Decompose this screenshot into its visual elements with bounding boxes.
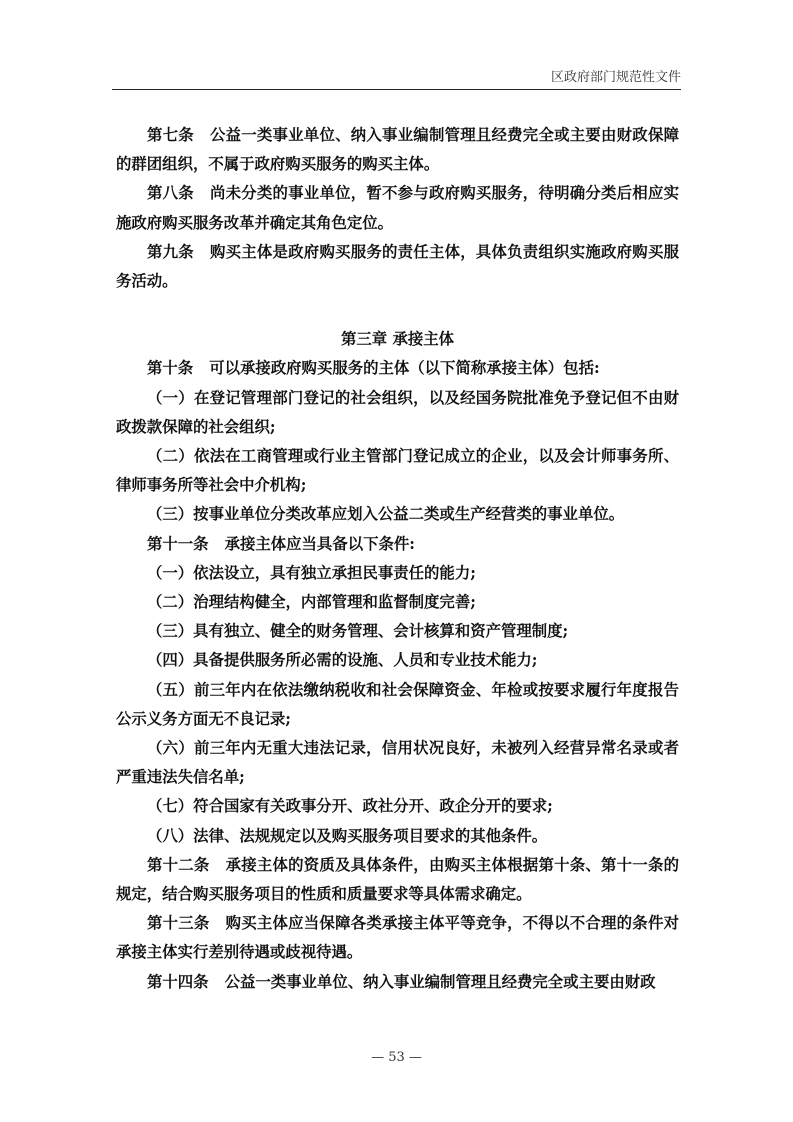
article-8 <box>116 179 679 237</box>
article-text: 公益一类事业单位、纳入事业编制管理且经费完全或主要由财政保障的群团组织，不属于政府购买服务的购买主体。 <box>116 126 679 174</box>
document-body <box>116 121 679 997</box>
list-item: （八）法律、法规规定以及购买服务项目要求的其他条件。 <box>147 826 548 845</box>
list-item: （三）具有独立、健全的财务管理、会计核算和资产管理制度; <box>147 622 569 641</box>
article-text: 承接主体应当具备以下条件: <box>224 534 415 553</box>
article-12 <box>116 851 679 909</box>
list-item: （五）前三年内在依法缴纳税收和社会保障资金、年检或按要求履行年度报告公示义务方面无不良记录; <box>116 680 679 728</box>
header-divider <box>112 89 681 90</box>
article-label: 第七条 <box>147 126 194 144</box>
article-label: 第十三条 <box>147 914 210 933</box>
article-label: 第十条 <box>147 359 194 378</box>
list-item: （二）依法在工商管理或行业主管部门登记成立的企业，以及会计师事务所、律师事务所等社会中介机构; <box>116 447 679 495</box>
article-label: 第九条 <box>147 242 194 261</box>
article-text: 公益一类事业单位、纳入事业编制管理且经费完全或主要由财政 <box>224 972 656 991</box>
article-label: 第十一条 <box>147 534 209 553</box>
article-text: 承接主体的资质及具体条件，由购买主体根据第十条、第十一条的规定，结合购买服务项目的性质和质量要求等具体需求确定。 <box>116 855 679 904</box>
article-text: 购买主体应当保障各类承接主体平等竞争，不得以不合理的条件对承接主体实行差别待遇或歧视待遇。 <box>116 914 679 962</box>
article-label: 第十二条 <box>147 855 210 874</box>
article-14 <box>116 968 679 997</box>
article-text: 购买主体是政府购买服务的责任主体，具体负责组织实施政府购买服务活动。 <box>116 242 679 291</box>
list-item: （三）按事业单位分类改革应划入公益二类或生产经营类的事业单位。 <box>147 505 625 524</box>
chapter-heading: 第三章 承接主体 <box>340 330 455 349</box>
list-item: （一）依法设立，具有独立承担民事责任的能力; <box>147 563 476 582</box>
article-text: 尚未分类的事业单位，暂不参与政府购买服务，待明确分类后相应实施政府购买服务改革并确定其角色定位。 <box>116 184 679 232</box>
list-item: （二）治理结构健全，内部管理和监督制度完善; <box>147 593 476 612</box>
list-item: （七）符合国家有关政事分开、政社分开、政企分开的要求; <box>147 797 553 816</box>
article-7 <box>116 121 679 179</box>
article-9 <box>116 238 679 296</box>
page-number: — 53 — <box>371 1050 422 1065</box>
article-text: 可以承接政府购买服务的主体（以下简称承接主体）包括: <box>209 359 600 378</box>
article-10 <box>116 354 679 383</box>
list-item: （六）前三年内无重大违法记录，信用状况良好，未被列入经营异常名录或者严重违法失信名单; <box>116 739 679 787</box>
article-label: 第八条 <box>147 184 194 203</box>
article-11 <box>116 530 679 559</box>
article-label: 第十四条 <box>147 972 209 991</box>
running-header: 区政府部门规范性文件 <box>550 70 681 85</box>
list-item: （四）具备提供服务所必需的设施、人员和专业技术能力; <box>147 651 538 670</box>
article-13 <box>116 909 679 967</box>
list-item: （一）在登记管理部门登记的社会组织，以及经国务院批准免予登记但不由财政拨款保障的社会组织; <box>116 388 679 436</box>
